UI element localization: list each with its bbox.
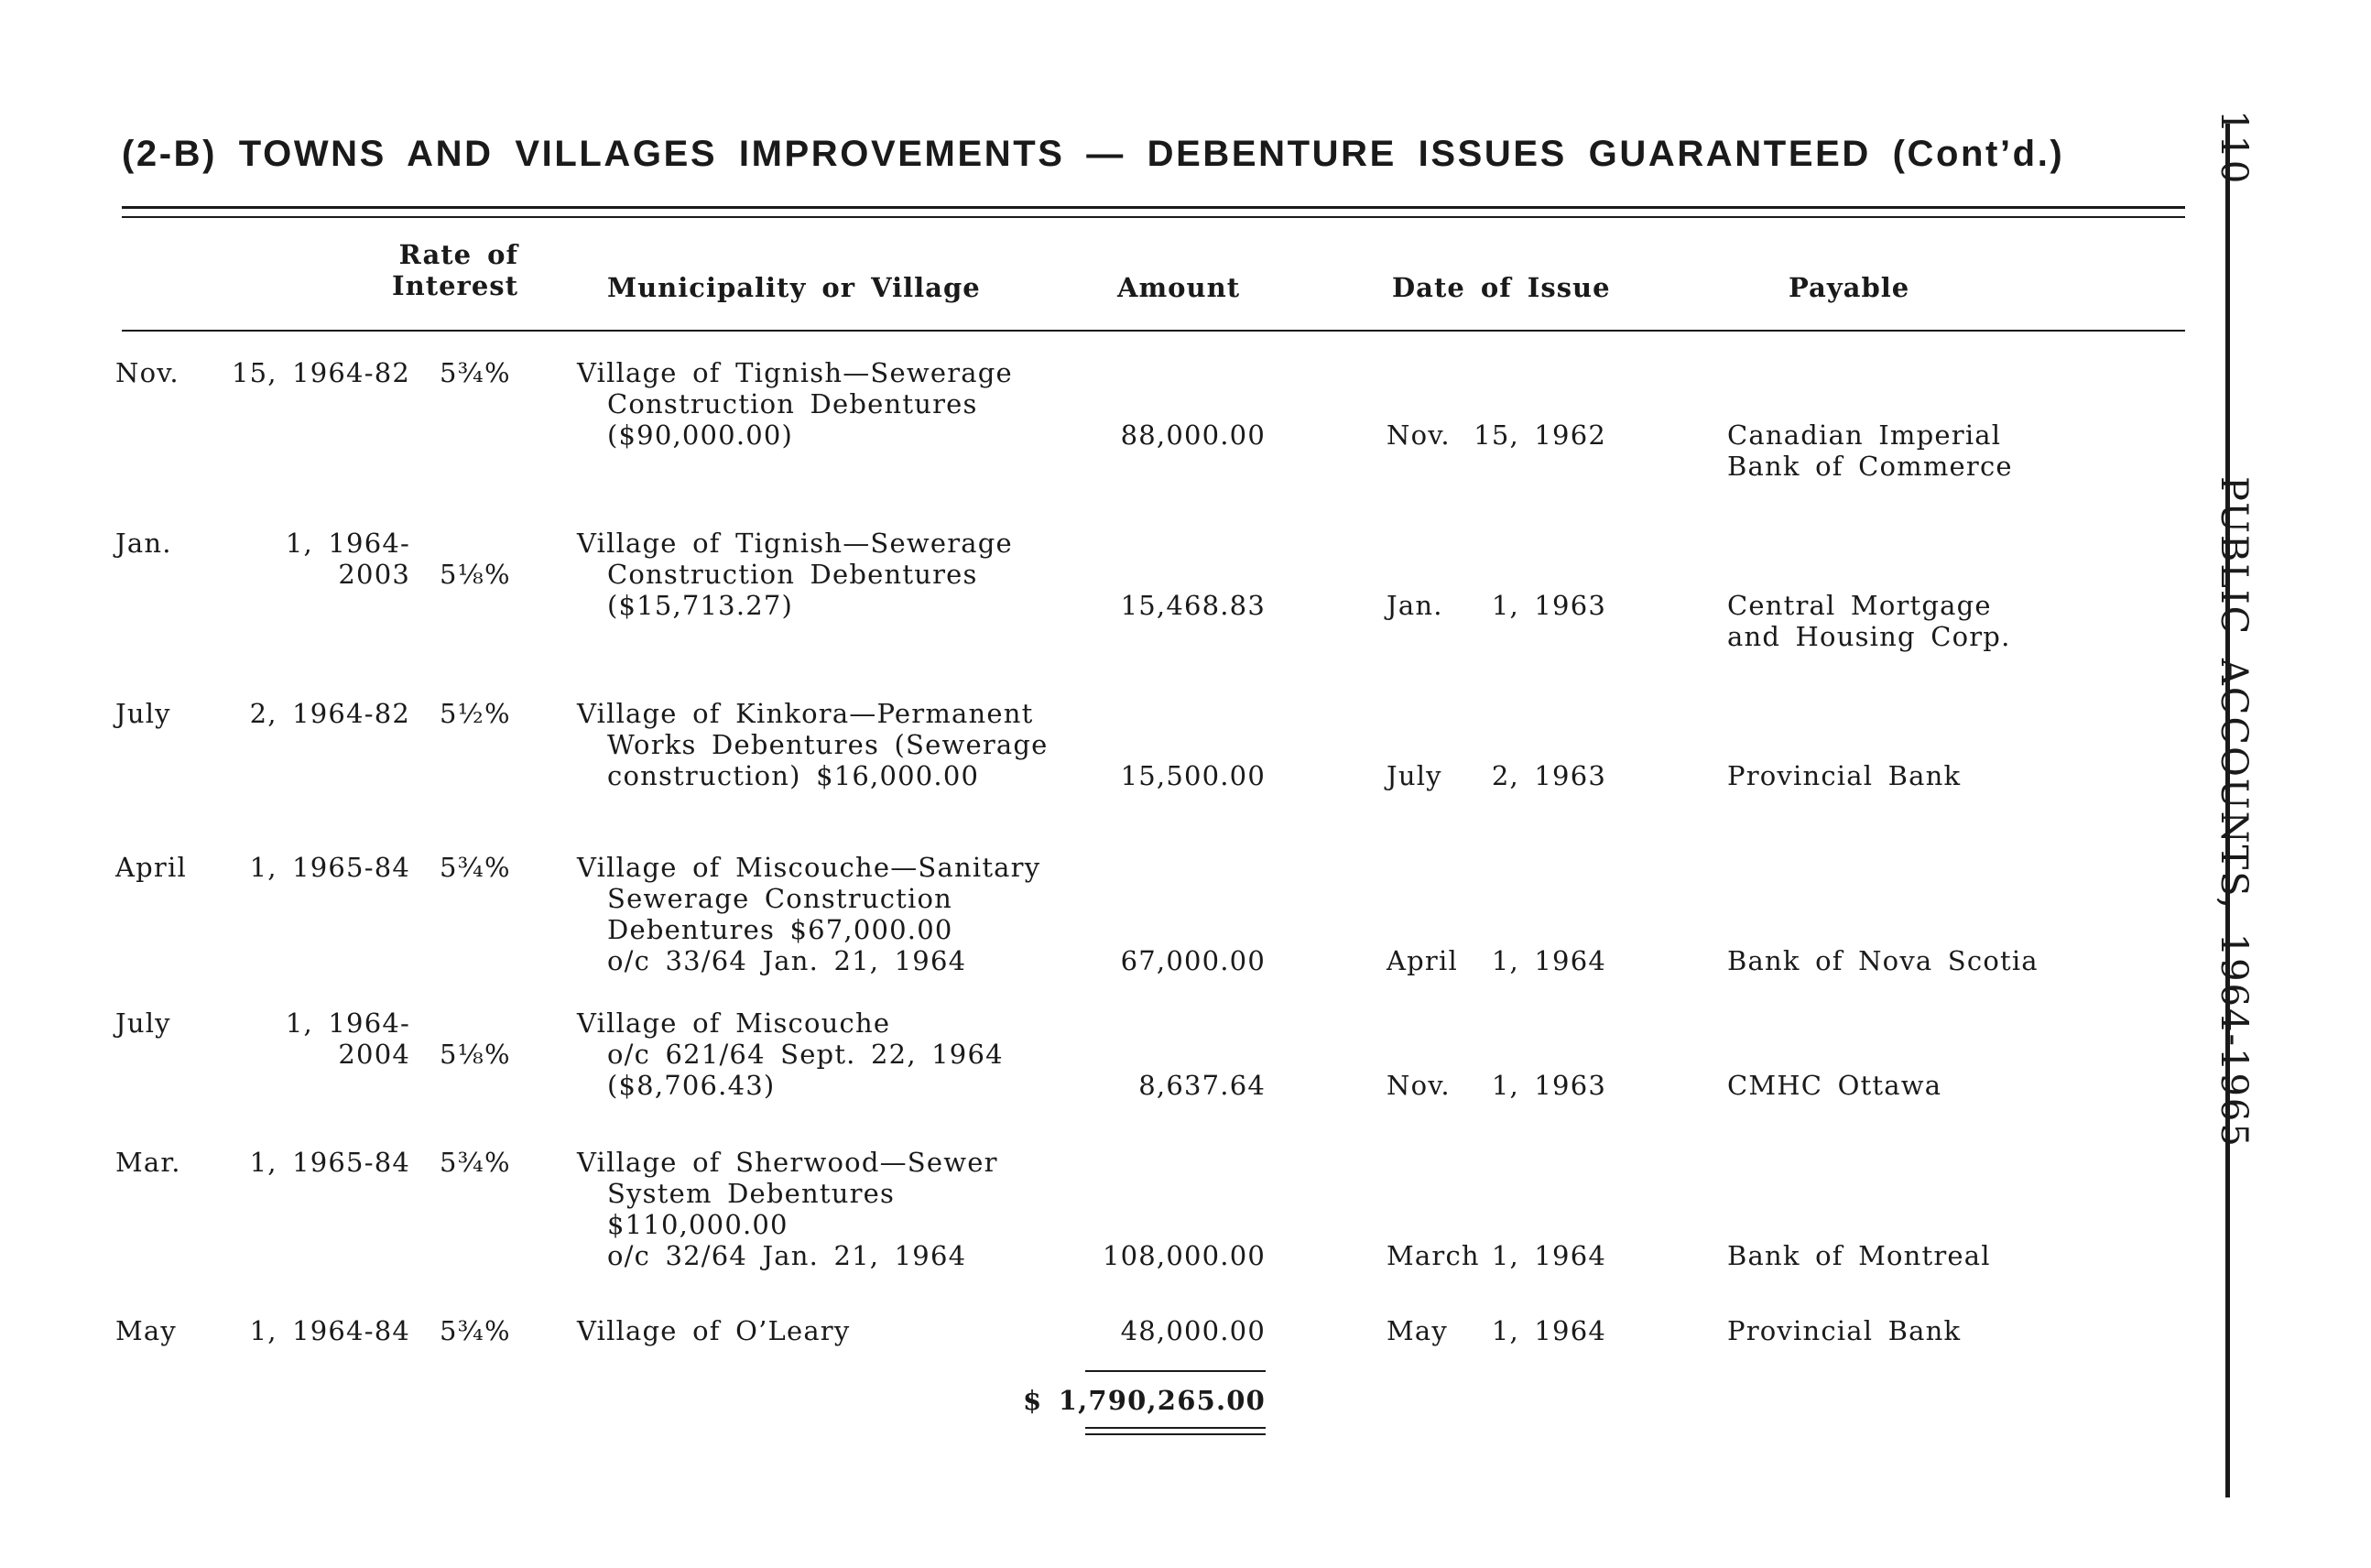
row-maturity: 1, 1965-84: [249, 1147, 410, 1178]
row-municipality-line: Construction Debentures: [607, 388, 978, 419]
row-amount: 15,500.00: [1120, 760, 1266, 791]
header-payable: Payable: [1789, 272, 1910, 303]
row-municipality-line: Village of Sherwood—Sewer: [577, 1147, 998, 1178]
row-municipality-line: Village of Miscouche: [577, 1007, 891, 1039]
row-amount: 15,468.83: [1120, 590, 1266, 621]
row-issue-month: July: [1387, 760, 1442, 791]
header-rate-line1: Rate of: [398, 239, 518, 270]
row-municipality-line: ($90,000.00): [607, 419, 794, 451]
row-municipality-line: Village of Kinkora—Permanent: [577, 698, 1034, 729]
side-margin: [2213, 110, 2282, 1484]
row-rate: 5¾%: [440, 852, 511, 883]
title-rule-top: [122, 206, 2185, 209]
row-municipality-line: Construction Debentures: [607, 559, 978, 590]
row-month: Mar.: [115, 1147, 181, 1178]
row-maturity: 1, 1964-84: [249, 1315, 410, 1346]
row-month: July: [115, 1007, 171, 1039]
total-amount: $ 1,790,265.00: [1023, 1385, 1266, 1416]
row-municipality-line: Village of Tignish—Sewerage: [577, 528, 1013, 559]
row-month: July: [115, 698, 171, 729]
row-municipality-line: Sewerage Construction: [607, 883, 953, 914]
row-municipality-line: construction) $16,000.00: [607, 760, 980, 791]
row-issue-month: March: [1387, 1240, 1480, 1271]
row-month: May: [115, 1315, 177, 1346]
row-payable-line: Bank of Commerce: [1727, 451, 2013, 482]
row-payable-line: and Housing Corp.: [1727, 621, 2011, 652]
row-amount: 108,000.00: [1102, 1240, 1266, 1271]
row-municipality-line: Debentures $67,000.00: [607, 914, 953, 945]
row-municipality-line: Village of O’Leary: [577, 1315, 851, 1346]
row-payable-line: Canadian Imperial: [1727, 419, 2002, 451]
total-rule-top: [1085, 1370, 1266, 1372]
row-issue-day: 15, 1962: [1474, 419, 1606, 451]
row-maturity: 2004: [338, 1039, 410, 1070]
row-municipality-line: o/c 621/64 Sept. 22, 1964: [607, 1039, 1004, 1070]
header-rate-line2: Interest: [392, 270, 518, 301]
header-municipality: Municipality or Village: [607, 272, 981, 303]
row-month: April: [115, 852, 187, 883]
row-municipality-line: System Debentures: [607, 1178, 896, 1209]
row-municipality-line: Village of Miscouche—Sanitary: [577, 852, 1041, 883]
header-date-of-issue: Date of Issue: [1392, 272, 1611, 303]
row-issue-month: April: [1387, 945, 1458, 976]
row-issue-month: May: [1387, 1315, 1448, 1346]
page-number: 110: [2213, 110, 2255, 186]
row-municipality-line: ($8,706.43): [607, 1070, 776, 1101]
row-municipality-line: o/c 32/64 Jan. 21, 1964: [607, 1240, 967, 1271]
total-rule-bottom-1: [1085, 1427, 1266, 1429]
row-amount: 88,000.00: [1120, 419, 1266, 451]
row-issue-day: 2, 1963: [1491, 760, 1606, 791]
row-issue-day: 1, 1964: [1491, 1240, 1606, 1271]
row-rate: 5¾%: [440, 357, 511, 388]
header-rule: [122, 330, 2185, 332]
row-municipality-line: o/c 33/64 Jan. 21, 1964: [607, 945, 967, 976]
row-rate: 5⅛%: [440, 1039, 511, 1070]
row-municipality-line: Village of Tignish—Sewerage: [577, 357, 1013, 388]
row-rate: 5⅛%: [440, 559, 511, 590]
header-amount: Amount: [1117, 272, 1241, 303]
row-municipality-line: $110,000.00: [607, 1209, 789, 1240]
row-month: Nov.: [115, 357, 179, 388]
total-rule-bottom-2: [1085, 1433, 1266, 1435]
row-rate: 5¾%: [440, 1315, 511, 1346]
page-title: (2-B) TOWNS AND VILLAGES IMPROVEMENTS — DEBENTURE ISSUES GUARANTEED (Cont’d.): [122, 134, 2065, 174]
title-rule-bottom: [122, 216, 2185, 218]
row-maturity: 2003: [338, 559, 410, 590]
row-payable-line: Provincial Bank: [1727, 1315, 1962, 1346]
row-amount: 67,000.00: [1120, 945, 1266, 976]
row-amount: 48,000.00: [1120, 1315, 1266, 1346]
row-amount: 8,637.64: [1138, 1070, 1266, 1101]
row-issue-day: 1, 1964: [1491, 945, 1606, 976]
row-municipality-line: Works Debentures (Sewerage: [607, 729, 1049, 760]
row-maturity: 1, 1964-: [285, 528, 410, 559]
row-maturity: 2, 1964-82: [249, 698, 410, 729]
row-month: Jan.: [115, 528, 172, 559]
row-rate: 5¾%: [440, 1147, 511, 1178]
row-rate: 5½%: [440, 698, 511, 729]
row-issue-month: Nov.: [1387, 1070, 1451, 1101]
row-payable-line: Bank of Montreal: [1727, 1240, 1991, 1271]
row-municipality-line: ($15,713.27): [607, 590, 794, 621]
row-maturity: 1, 1964-: [285, 1007, 410, 1039]
row-issue-day: 1, 1963: [1491, 1070, 1606, 1101]
running-head: PUBLIC ACCOUNTS, 1964-1965: [2213, 476, 2255, 1149]
row-payable-line: Central Mortgage: [1727, 590, 1992, 621]
row-issue-month: Nov.: [1387, 419, 1451, 451]
row-issue-month: Jan.: [1387, 590, 1443, 621]
row-payable-line: CMHC Ottawa: [1727, 1070, 1942, 1101]
row-issue-day: 1, 1963: [1491, 590, 1606, 621]
row-payable-line: Bank of Nova Scotia: [1727, 945, 2039, 976]
row-maturity: 15, 1964-82: [231, 357, 410, 388]
row-maturity: 1, 1965-84: [249, 852, 410, 883]
row-issue-day: 1, 1964: [1491, 1315, 1606, 1346]
row-payable-line: Provincial Bank: [1727, 760, 1962, 791]
